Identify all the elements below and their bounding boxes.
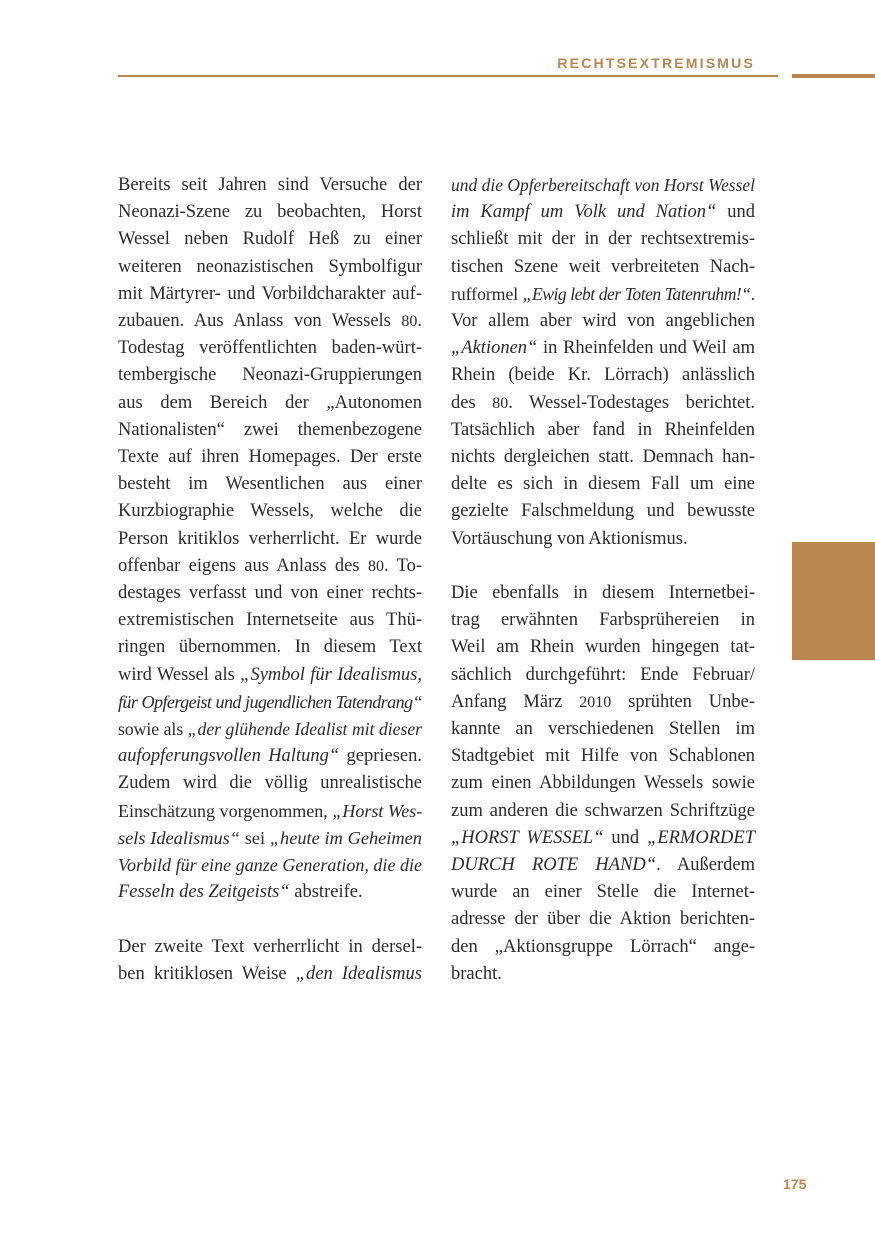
page-number: 175 xyxy=(783,1176,807,1192)
text-line: adresse der über die Aktion berichten- xyxy=(451,909,755,930)
quote-italic: Fesseln des Zeitgeists“ xyxy=(118,882,290,903)
paragraph-gap xyxy=(451,553,755,580)
text-line: mit Märtyrer- und Vorbildcharakter auf- xyxy=(118,283,422,304)
text-run: 80 xyxy=(401,313,418,331)
text-line: Vor allem aber wird von angeblichen xyxy=(451,311,755,332)
text-run: gepriesen. xyxy=(339,746,422,767)
text-line: weiteren neonazistischen Symbolfigur xyxy=(118,256,422,277)
text-run: sei xyxy=(240,827,270,848)
text-line xyxy=(451,199,755,226)
text-run: sowie als xyxy=(118,719,188,740)
text-line xyxy=(118,662,422,689)
text-run: . xyxy=(417,311,422,332)
quote-italic: im Kampf um Volk und Nation“ xyxy=(451,202,717,223)
quote-italic: für Opfergeist und jugendlichen Tatendrang“ xyxy=(118,691,422,712)
text-line: sächlich durchgeführt: Ende Februar/ xyxy=(451,664,755,685)
text-line: Tatsächlich aber fand in Rheinfelden xyxy=(451,419,755,440)
text-line: Nationalisten“ zwei themenbezogene xyxy=(118,419,422,440)
quote-italic: „den Idealismus xyxy=(295,963,422,984)
text-line xyxy=(118,825,422,852)
text-line: schließt mit der in der rechtsextremis- xyxy=(451,229,755,250)
text-line: Todestag veröffentlichten baden-würt- xyxy=(118,338,422,359)
text-line: nichts dergleichen statt. Demnach han- xyxy=(451,447,755,468)
quote-italic: sels Idealismus“ xyxy=(118,827,241,848)
text-run: und xyxy=(603,827,648,848)
text-run: 2010 xyxy=(579,693,612,711)
text-line xyxy=(118,961,422,988)
text-run: und xyxy=(716,202,755,223)
text-run: . To- xyxy=(383,555,422,576)
text-line: Stadtgebiet mit Hilfe von Schablonen xyxy=(451,746,755,767)
text-line: Vortäuschung von Aktionismus. xyxy=(451,528,688,549)
left-text-column xyxy=(118,172,422,988)
quote-italic: „Ewig lebt der Toten Tatenruhm!“ xyxy=(522,283,751,304)
text-run: 80 xyxy=(367,557,384,575)
text-run: . Außerdem xyxy=(656,855,755,876)
quote-italic: „heute im Geheimen xyxy=(269,827,422,848)
text-line: Texte auf ihren Homepages. Der erste xyxy=(118,447,422,468)
text-line xyxy=(451,172,755,199)
text-run: zubauen. Aus Anlass von Wessels xyxy=(118,311,402,332)
text-line: tembergische Neonazi-Gruppierungen xyxy=(118,365,422,386)
text-line xyxy=(118,852,422,879)
text-line: Der zweite Text verherrlicht in dersel- xyxy=(118,936,422,957)
text-line xyxy=(451,852,755,879)
text-run: . Wessel-Todestages berichtet. xyxy=(508,392,755,413)
quote-italic: „ERMORDET xyxy=(647,827,755,848)
chapter-side-tab xyxy=(792,542,875,660)
text-run: offenbar eigens aus Anlass des xyxy=(118,555,368,576)
text-run: Anfang März xyxy=(451,691,580,712)
text-line: trag erwähnten Farbsprühereien in xyxy=(451,610,755,631)
text-line xyxy=(118,689,422,716)
text-line: Rhein (beide Kr. Lörrach) anlässlich xyxy=(451,365,755,386)
quote-italic: und die Opferbereitschaft von Horst Wessel xyxy=(451,175,755,195)
running-header-title: RECHTSEXTREMISMUS xyxy=(557,55,755,71)
quote-italic: aufopferungsvollen Haltung“ xyxy=(118,746,340,767)
quote-italic: „HORST WESSEL“ xyxy=(451,827,604,848)
quote-italic: „Symbol für Idealismus, xyxy=(240,664,422,685)
text-line: Bereits seit Jahren sind Versuche der xyxy=(118,175,422,195)
header-rule-accent xyxy=(792,74,875,78)
header-rule xyxy=(118,75,778,77)
text-line: Person kritiklos verherrlicht. Er wurde xyxy=(118,528,422,549)
text-line: tischen Szene weit verbreiteten Nach- xyxy=(451,256,755,277)
text-line: gezielte Falschmeldung und bewusste xyxy=(451,501,755,522)
text-run: ben kritiklosen Weise xyxy=(118,963,296,984)
right-text-column xyxy=(451,172,755,988)
text-run: abstreife. xyxy=(289,882,363,903)
quote-italic: „Horst Wes- xyxy=(332,800,423,821)
text-line xyxy=(118,879,422,906)
text-line xyxy=(451,335,755,362)
text-line: den „Aktionsgruppe Lörrach“ ange- xyxy=(451,936,755,957)
quote-italic: DURCH ROTE HAND“ xyxy=(451,855,657,876)
text-line xyxy=(118,308,422,335)
text-line: extremistischen Internetseite aus Thü- xyxy=(118,610,422,631)
quote-italic: Vorbild für eine ganze Generation, die die xyxy=(118,855,422,876)
text-run: sprühten Unbe- xyxy=(611,691,755,712)
text-line: Kurzbiographie Wessels, welche die xyxy=(118,501,422,522)
text-line xyxy=(451,689,755,716)
text-run: wird Wessel als xyxy=(118,664,241,685)
text-run: des xyxy=(451,392,493,413)
text-line: bracht. xyxy=(451,963,502,984)
quote-italic: „Aktionen“ xyxy=(451,338,538,359)
text-line: zum einen Abbildungen Wessels sowie xyxy=(451,773,755,794)
text-line xyxy=(451,281,755,308)
text-line: aus dem Bereich der „Autonomen xyxy=(118,392,422,413)
text-run: in Rheinfelden und Weil am xyxy=(537,338,755,359)
text-line xyxy=(118,716,422,743)
text-line: kannte an verschiedenen Stellen im xyxy=(451,719,755,740)
paragraph-gap xyxy=(118,906,422,933)
text-line: besteht im Wesentlichen aus einer xyxy=(118,474,422,495)
text-line xyxy=(118,553,422,580)
text-run: 80 xyxy=(492,394,509,412)
text-run: Einschätzung vorgenommen, xyxy=(118,800,333,821)
text-line xyxy=(118,798,422,825)
text-line xyxy=(451,825,755,852)
text-line: Die ebenfalls in diesem Internetbei- xyxy=(451,583,755,604)
text-line: ringen übernommen. In diesem Text xyxy=(118,637,422,658)
text-line: Neonazi-Szene zu beobachten, Horst xyxy=(118,202,422,223)
text-line: Wessel neben Rudolf Heß zu einer xyxy=(118,229,422,250)
text-line: Weil am Rhein wurden hingegen tat- xyxy=(451,637,755,658)
text-line xyxy=(451,390,755,417)
text-run: rufformel xyxy=(451,283,523,304)
text-line: wurde an einer Stelle die Internet- xyxy=(451,882,755,903)
text-line: Zudem wird die völlig unrealistische xyxy=(118,773,422,794)
quote-italic: „der glühende Idealist mit dieser xyxy=(187,719,423,740)
text-run: . xyxy=(750,283,755,304)
text-line: delte es sich in diesem Fall um eine xyxy=(451,474,755,495)
text-line: zum anderen die schwarzen Schriftzüge xyxy=(451,800,755,821)
text-line: destages verfasst und von einer rechts- xyxy=(118,583,422,604)
text-line xyxy=(118,743,422,770)
